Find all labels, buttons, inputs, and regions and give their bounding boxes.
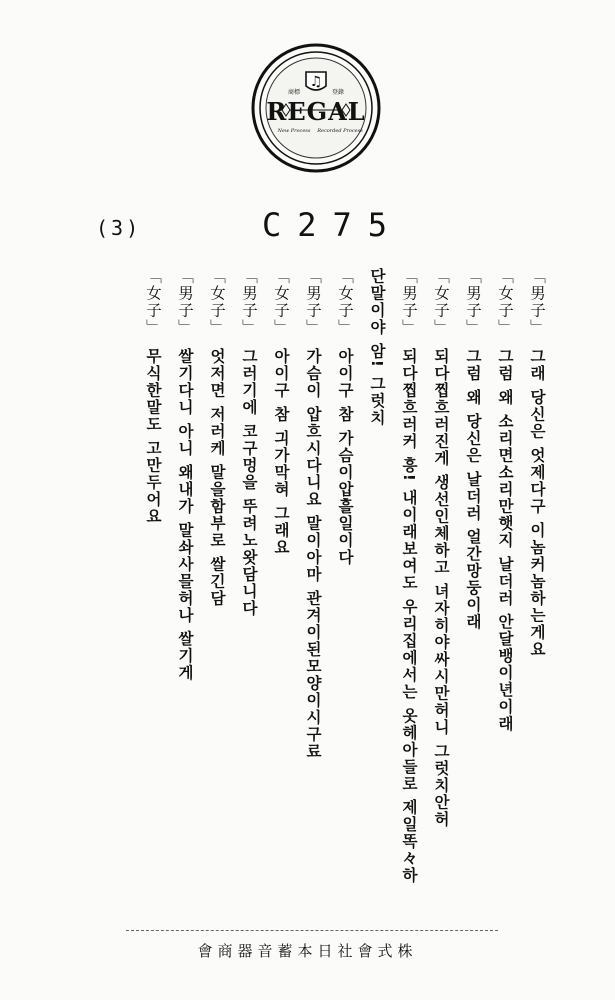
speaker-label: 「女子」 [208,268,226,336]
logo-caption-left: New Process [277,128,311,134]
lyric-text: 아이구 참 긔가막혀 그래요 [272,348,290,556]
lyric-line [170,268,200,918]
lyric-text: 그럼 왜 소리면소리만햇지 날더러 안달뱅이년이래 [496,348,514,733]
lyrics-block [92,268,552,928]
lyric-line [138,268,168,918]
speaker-label: 「男子」 [240,268,258,336]
lyric-text: 그러기에 코구멍을 뚜려노왓담니다 [240,348,258,617]
logo-small-right: 登錄 [331,89,345,96]
lyric-line [266,268,296,918]
speaker-label: 「男子」 [464,268,482,336]
lyric-line [458,268,488,918]
lyric-line [522,268,552,918]
lyric-text: 무식한말도 고만두어요 [144,348,162,525]
speaker-label: 「女子」 [144,268,162,336]
speaker-label: 「男子」 [400,268,418,336]
page-number: (3) [96,216,142,240]
lyric-text: 되다찝흐러커 흥! 내이래보여도 우리집에서는 옷헤아들로 제일똑々하 [400,348,418,885]
divider-rule [126,930,498,931]
logo-caption-right: Recorded Process [317,128,363,134]
lyric-text: 엇저면 저러케 말을함부로 쌀긴담 [208,348,226,607]
publisher-footer: 株式會社日本蓄音器商會 [197,942,418,960]
speaker-label: 「男子」 [304,268,322,336]
lyric-line [330,268,360,918]
lyric-text: 그래 당신은 엇제다구 이놈커놈하는게요 [528,348,546,658]
lyric-text: 아이구 참 가슴이압흘일이다 [336,348,354,566]
lyric-line [362,268,392,918]
regal-logo-graphic [250,42,382,174]
svg-text:♫: ♫ [309,74,323,90]
lyric-line [426,268,456,918]
lyric-line [394,268,424,918]
speaker-label: 「女子」 [272,268,290,336]
lyric-text: 되다찝흐러진게 생선인체하고 녀자히야싸시만허니 그럿치안허 [432,348,450,828]
catalog-number: C275 [262,206,404,244]
lyric-line [490,268,520,918]
lyric-text: 단말이야 암! 그럿치 [368,268,386,427]
lyric-text: 쌀기다니 아니 왜내가 말솨사믈허나 쌀기게 [176,348,194,682]
lyric-line [298,268,328,918]
speaker-label: 「女子」 [336,268,354,336]
speaker-label: 「女子」 [432,268,450,336]
logo-brand: REGAL [266,97,366,126]
speaker-label: 「男子」 [528,268,546,336]
regal-logo [250,42,382,174]
lyric-text: 그럼 왜 당신은 날더러 얼간망둥이래 [464,348,482,631]
lyric-line [202,268,232,918]
speaker-label: 「男子」 [176,268,194,336]
speaker-label: 「女子」 [496,268,514,336]
lyric-line [234,268,264,918]
lyric-text: 가슴이 압흐시다니요 말이아마 관겨이된모양이시구료 [304,348,322,760]
logo-small-left: 商標 [287,89,301,96]
